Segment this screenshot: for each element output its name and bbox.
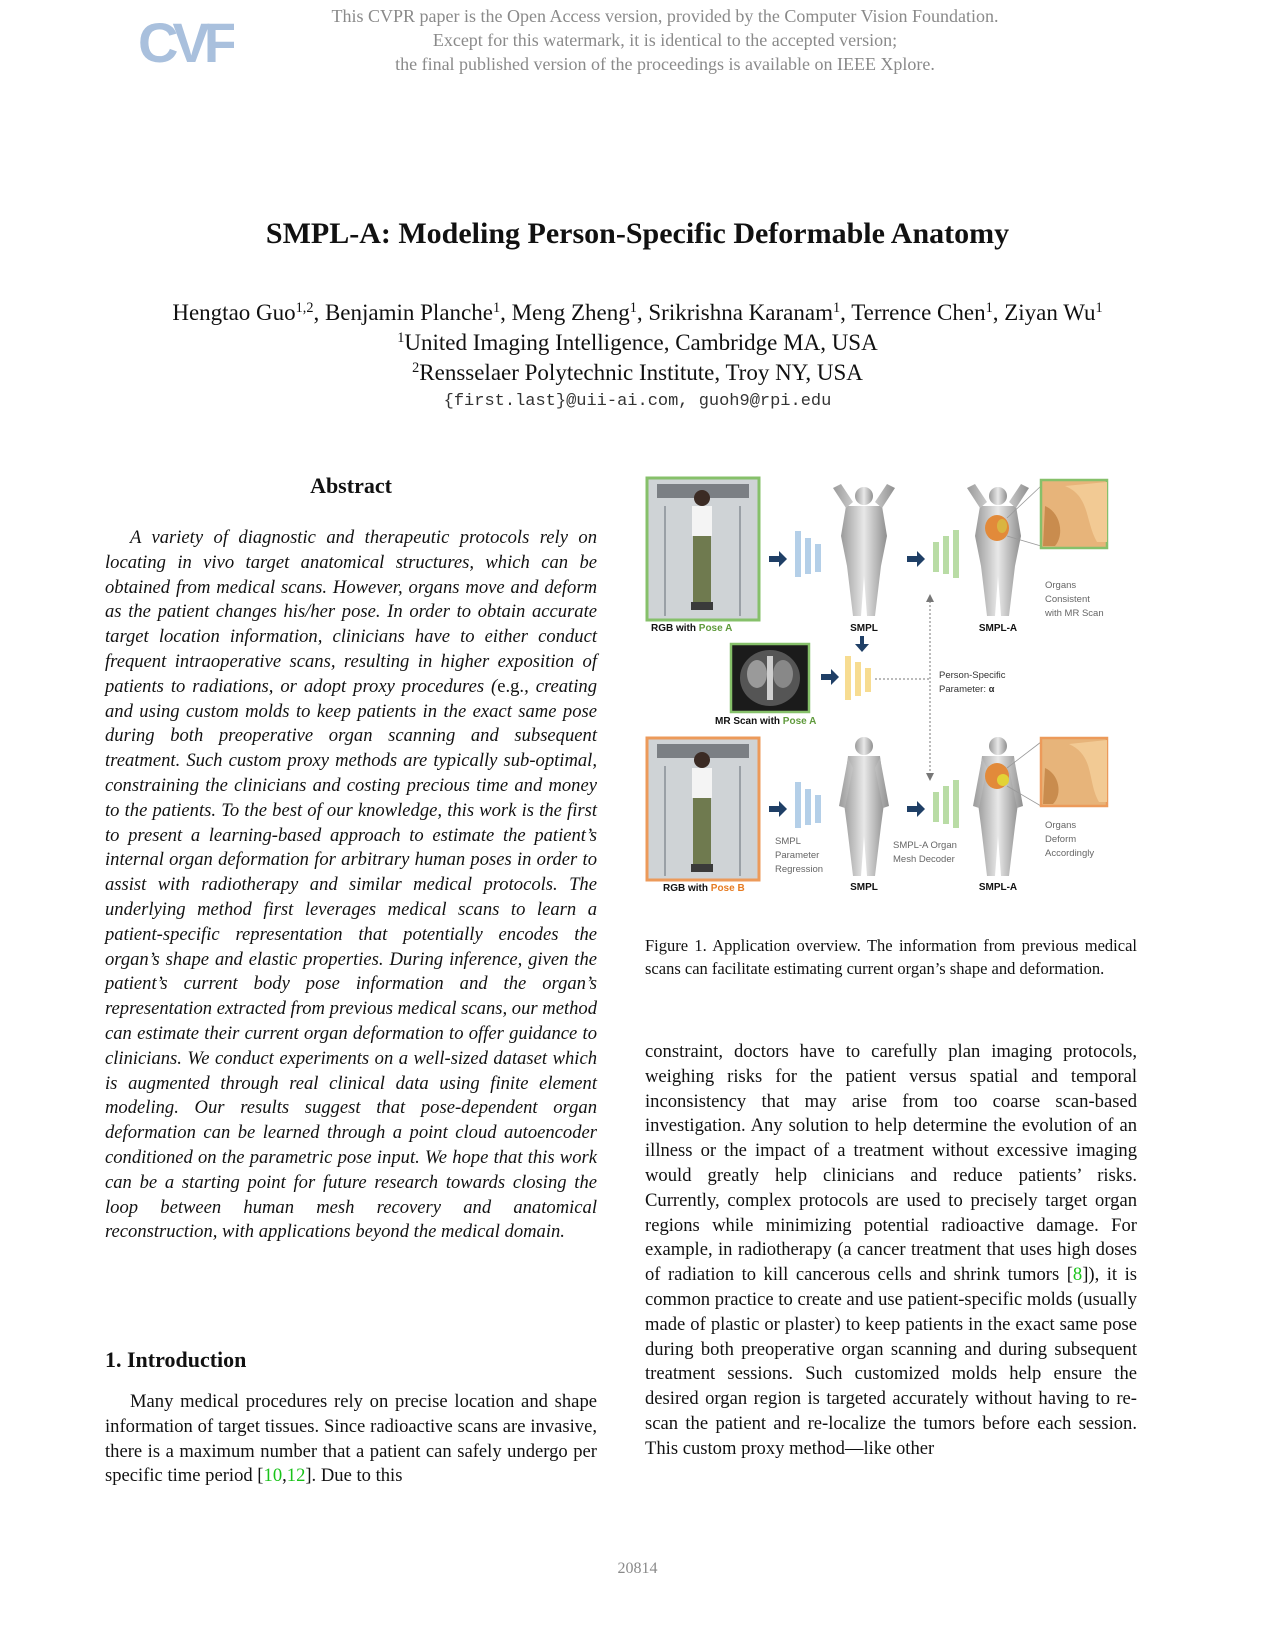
introduction-paragraph	[105, 1390, 597, 1489]
right-text-a: constraint, doctors have to carefully plan imaging protocols, weighing risks for the patient versus spatial and temporal inconsistency that may arise from too coarse scan-based investigation. Any solution to help determine the evolution of an illness or the impact of a treatment without excessive imaging would greatly help clinicians and reduce patients’ risks. Currently, complex protocols are used to precisely target organ regions while minimizing potential radioactive damage. For example, in radiotherapy (a cancer treatment that uses high doses of radiation to kill cancerous cells and shrink tumors [	[645, 1041, 1137, 1286]
citation-separator: ,	[282, 1465, 287, 1487]
author-affiliation-marker: 1	[985, 300, 993, 317]
author-name: Benjamin Planche	[324, 300, 493, 325]
introduction-continued	[645, 1040, 1137, 1462]
figure-1-diagram	[645, 476, 1137, 916]
label-rgb-pose-a: RGB with Pose A	[651, 623, 733, 634]
intro-text-a: Many medical procedures rely on precise location and shape information of target tissues. Since radioactive scans are invasive, there is a maximum number that a patient can safely undergo per specific time period [	[105, 1391, 597, 1487]
svg-text:CVF: CVF	[138, 11, 232, 74]
mr-scan-image	[731, 644, 809, 712]
affiliation-1	[0, 328, 1275, 358]
label-smpl-a-bottom: SMPL-A	[978, 882, 1018, 893]
affiliation-2	[0, 358, 1275, 388]
rgb-photo-pose-a	[647, 478, 759, 620]
smpl-encoder-blocks	[795, 531, 821, 577]
watermark-notice	[260, 4, 1070, 76]
abstract-text	[105, 526, 597, 1245]
author-affiliation-marker: 1	[1095, 300, 1103, 317]
arrow-icon	[769, 551, 787, 567]
right-text-b: ]), it is common practice to create and use patient-specific molds (usually made of plastic or plaster) to keep patients in the exact same pose during both preoperative organ scanning and during subsequent treatment sessions. Such customized molds help ensure the desired organ region is targeted accurately without having to re-scan the patient and re-localize the tumors before each session. This custom proxy method—like other	[645, 1264, 1137, 1459]
arrow-down-icon	[926, 773, 934, 781]
label-mesh-decoder: SMPL-A Organ Mesh Decoder	[893, 840, 957, 865]
author-name: Meng Zheng	[511, 300, 630, 325]
intro-text-b: ]. Due to this	[305, 1465, 403, 1487]
arrow-up-icon	[926, 594, 934, 602]
arrow-icon	[907, 801, 925, 817]
decoder-blocks-top	[933, 530, 959, 578]
author-name: Ziyan Wu	[1004, 300, 1096, 325]
citation-link[interactable]: 10	[263, 1465, 283, 1487]
author-affiliation-marker: 1	[492, 300, 501, 317]
author-emails: {first.last}@uii-ai.com, guoh9@rpi.edu	[443, 392, 832, 411]
abstract-heading: Abstract	[310, 473, 392, 498]
label-smpl-bottom: SMPL	[850, 882, 878, 893]
author-affiliation-marker: 1	[832, 300, 841, 317]
watermark-line-1: This CVPR paper is the Open Access version, provided by the Computer Vision Foundation.	[331, 6, 999, 26]
introduction-heading: 1. Introduction	[105, 1347, 247, 1372]
author-name: Terrence Chen	[851, 300, 986, 325]
arrow-icon	[855, 636, 869, 652]
figure-1	[645, 476, 1137, 916]
arrow-icon	[821, 669, 839, 685]
organ-closeup-top	[1041, 480, 1107, 548]
watermark-line-2: Except for this watermark, it is identical to the accepted version;	[432, 30, 898, 50]
author-affiliation-marker: 1,2	[295, 300, 314, 317]
watermark-line-3: the final published version of the proceedings is available on IEEE Xplore.	[395, 54, 935, 74]
affiliation-text: United Imaging Intelligence, Cambridge MA, USA	[404, 330, 878, 355]
label-rgb-pose-b: RGB with Pose B	[663, 883, 745, 894]
mr-encoder-blocks	[845, 656, 871, 700]
smpl-a-body-with-organs-top	[967, 484, 1029, 616]
page-number: 20814	[617, 1560, 658, 1577]
citation-link[interactable]: 8	[1072, 1264, 1083, 1286]
cvf-logo	[138, 10, 234, 74]
decoder-blocks-bottom	[933, 780, 959, 828]
author-affiliation-marker: 1	[629, 300, 637, 317]
paper-title: SMPL-A: Modeling Person-Specific Deformable Anatomy	[265, 217, 1010, 250]
organ-closeup-bottom	[1041, 738, 1107, 806]
citation-link[interactable]: 12	[286, 1465, 306, 1487]
smpl-regression-blocks	[795, 782, 821, 828]
affiliation-marker: 2	[412, 360, 420, 377]
smpl-a-body-with-organs-bottom	[973, 737, 1023, 876]
arrow-icon	[769, 801, 787, 817]
figure-1-caption: Figure 1. Application overview. The information from previous medical scans can facilitate estimating current organ’s shape and deformation.	[645, 936, 1137, 978]
arrow-icon	[907, 551, 925, 567]
label-smpl-parameter-regression: SMPL Parameter Regression	[775, 836, 824, 875]
smpl-body-mesh-bottom	[839, 737, 889, 876]
rgb-photo-pose-b	[647, 738, 759, 880]
affiliation-marker: 1	[397, 330, 405, 347]
abstract-part-2: , creating and using custom molds to keep patients in the exact same pose during both preoperative organ scanning and subsequent treatment. Such custom proxy methods are typically sub-optimal, constraining the clinicians and costing precious time and money to the patients. To the best of our knowledge, this work is the first to present a learning-based approach to estimate the patient’s internal organ deformation for arbitrary human poses in order to assist with radiotherapy and similar medical protocols. The underlying method first leverages medical scans to learn a patient-specific representation that potentially encodes the organ’s shape and elastic properties. During inference, given the patient’s current body pose information and the organ’s representation extracted from previous medical scans, our method can estimate their current organ deformation to offer guidance to clinicians. We conduct experiments on a well-sized dataset which is augmented through real clinical data using finite element modeling. Our results suggest that pose-dependent organ deformation can be learned through a point cloud autoencoder conditioned on the parametric pose input. We hope that this work can be a starting point for future research towards closing the loop between human mesh recovery and anatomical reconstruction, with applications beyond the medical domain.	[105, 675, 597, 1243]
label-smpl-top: SMPL	[850, 623, 878, 634]
label-mr-scan: MR Scan with Pose A	[715, 716, 817, 727]
author-list: Hengtao Guo$^{1,2}$, Benjamin Planche$^1$, Meng Zheng$^1$, Srikrishna Karanam$^1$, Terrence Chen$^1$, Ziyan Wu$^1$	[172, 300, 1103, 325]
abstract-part-1: A variety of diagnostic and therapeutic protocols rely on locating in vivo target anatomical structures, which can be obtained from medical scans. However, organs move and deform as the patient changes his/her pose. In order to obtain accurate target location information, clinicians have to either conduct frequent intraoperative scans, resulting in higher exposition of patients to radiations, or adopt proxy procedures (	[105, 527, 597, 697]
label-smpl-a-top: SMPL-A	[978, 623, 1018, 634]
label-person-specific: Person-Specific Parameter: α	[939, 670, 1006, 695]
smpl-body-mesh-top	[833, 484, 895, 616]
abstract-eg: e.g.	[497, 675, 525, 697]
author-name: Hengtao Guo	[172, 300, 296, 325]
affiliation-text: Rensselaer Polytechnic Institute, Troy NY, USA	[419, 360, 863, 385]
author-name: Srikrishna Karanam	[648, 300, 833, 325]
label-organs-deform: Organs Deform Accordingly	[1045, 820, 1095, 859]
label-organs-consistent: Organs Consistent with MR Scan	[1045, 580, 1104, 619]
